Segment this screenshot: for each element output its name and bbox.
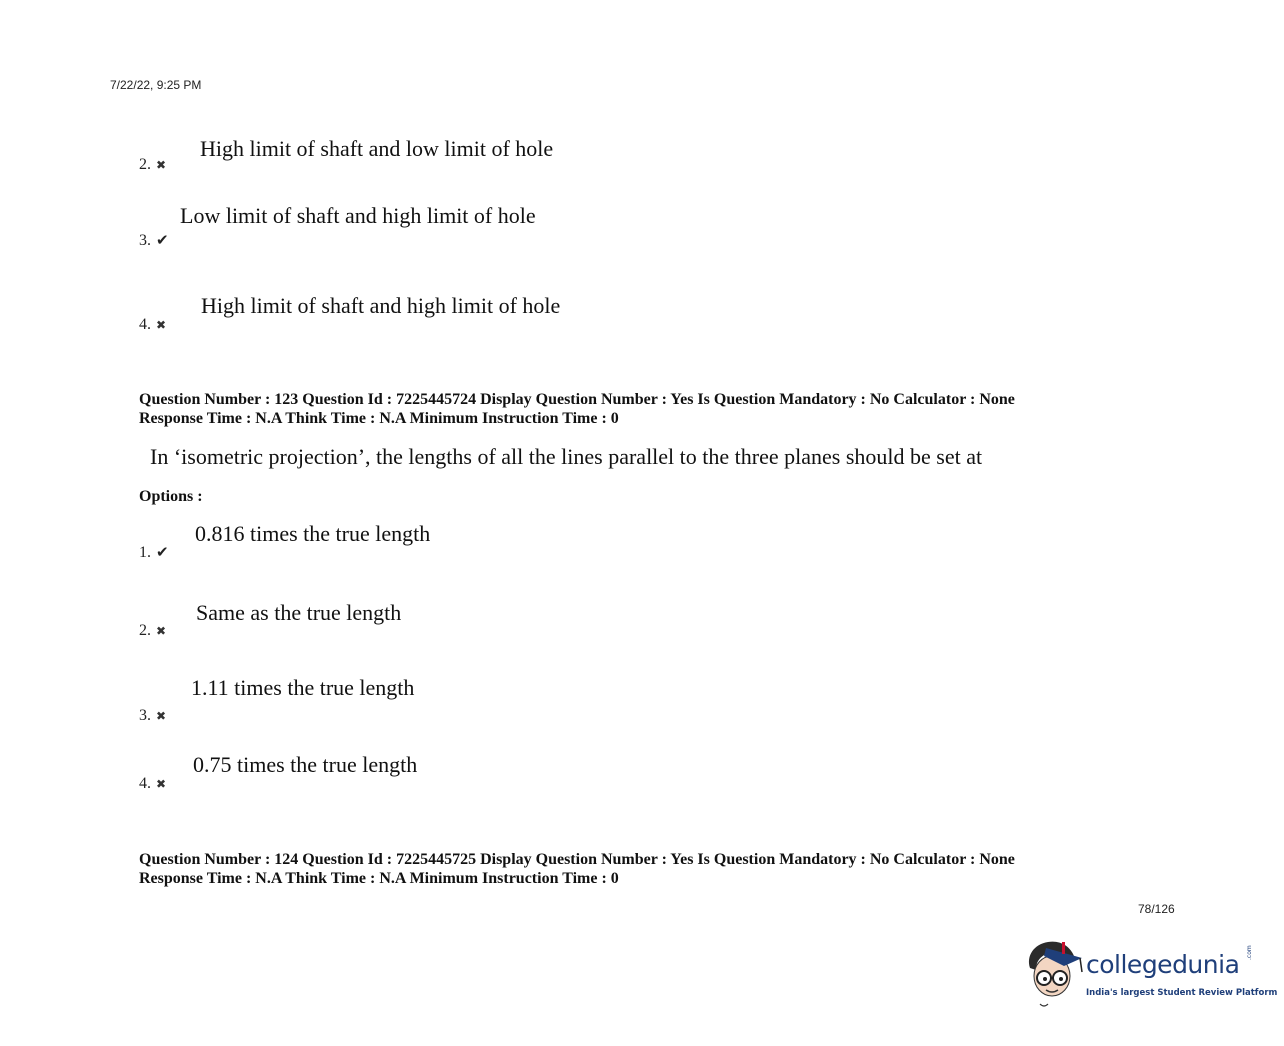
question-text: In ‘isometric projection’, the lengths of all the lines parallel to the three planes should be set at	[150, 444, 983, 469]
logo-wordmark: collegedunia	[1086, 950, 1240, 979]
option-number: 2.	[139, 622, 151, 639]
mascot-icon	[1024, 938, 1086, 1008]
question-meta-line2: Response Time : N.A Think Time : N.A Minimum Instruction Time : 0	[139, 870, 619, 887]
question-meta	[139, 850, 1015, 888]
question-meta-line1: Question Number : 124 Question Id : 7225445725 Display Question Number : Yes Is Question Mandatory : No Calculator : None	[139, 851, 1015, 868]
option-number: 2.	[139, 156, 151, 173]
print-timestamp: 7/22/22, 9:25 PM	[110, 78, 202, 92]
collegedunia-logo	[1024, 938, 1278, 1008]
option-text: High limit of shaft and low limit of hole	[200, 136, 554, 161]
option-number: 1.	[139, 544, 151, 561]
option-number-row	[139, 156, 166, 174]
option-number-row	[139, 622, 166, 640]
logo-tagline: India's largest Student Review Platform	[1086, 988, 1278, 998]
option-number-row	[139, 775, 166, 793]
check-icon: ✔	[156, 543, 169, 561]
option-number: 4.	[139, 775, 151, 792]
option-number-row	[139, 231, 169, 250]
option-number: 4.	[139, 316, 151, 333]
cross-icon: ✖	[156, 158, 167, 172]
option-number-row	[139, 543, 169, 562]
option-text: Same as the true length	[196, 600, 402, 625]
page-number: 78/126	[1138, 902, 1175, 916]
cross-icon: ✖	[156, 318, 167, 332]
check-icon: ✔	[156, 231, 169, 249]
option-text: 0.816 times the true length	[195, 521, 431, 546]
cross-icon: ✖	[156, 624, 167, 638]
option-number: 3.	[139, 232, 151, 249]
question-meta-line1: Question Number : 123 Question Id : 7225445724 Display Question Number : Yes Is Question Mandatory : No Calculator : None	[139, 391, 1015, 408]
option-text: Low limit of shaft and high limit of hole	[180, 203, 536, 228]
option-number-row	[139, 316, 166, 334]
option-number: 3.	[139, 707, 151, 724]
question-meta-line2: Response Time : N.A Think Time : N.A Minimum Instruction Time : 0	[139, 410, 619, 427]
option-text: High limit of shaft and high limit of hole	[201, 293, 561, 318]
logo-suffix: .com	[1246, 945, 1253, 960]
options-label: Options :	[139, 488, 203, 505]
cross-icon: ✖	[156, 709, 167, 723]
option-number-row	[139, 707, 166, 725]
cross-icon: ✖	[156, 777, 167, 791]
option-text: 0.75 times the true length	[193, 752, 418, 777]
question-meta	[139, 390, 1015, 428]
option-text: 1.11 times the true length	[191, 675, 415, 700]
